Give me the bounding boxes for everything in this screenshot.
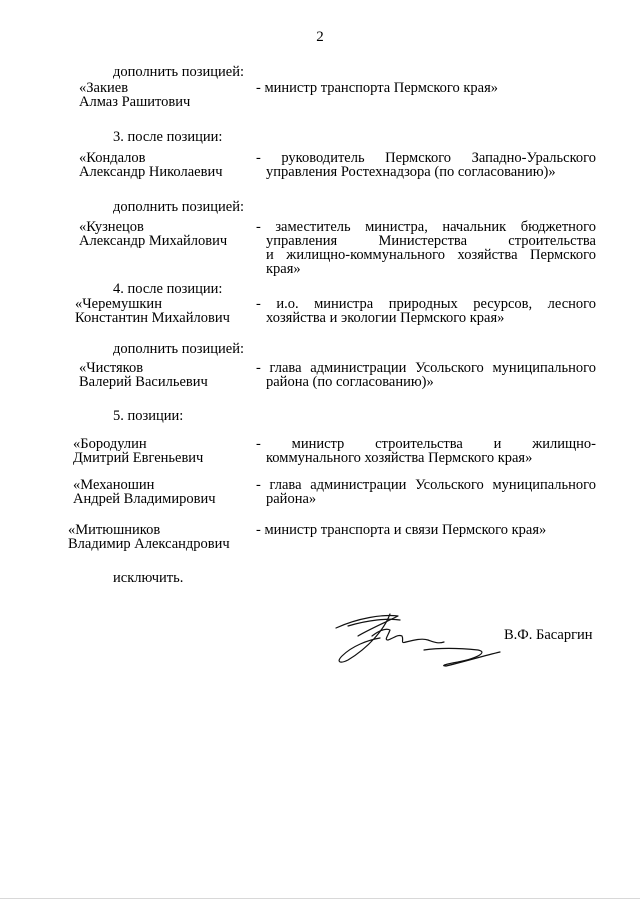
person-name-kondalov: «Кондалов Александр Николаевич xyxy=(79,150,223,180)
role-line: района» xyxy=(266,491,317,507)
role-line: хозяйства и экологии Пермского края» xyxy=(266,310,505,326)
person-role-kuznetsov xyxy=(256,220,596,276)
page-bottom-edge xyxy=(0,898,640,899)
role-line: - заместитель министра, начальник бюджетного xyxy=(256,219,596,235)
heading-exclude: исключить. xyxy=(113,570,184,586)
heading-add-position-3: дополнить позицией: xyxy=(113,341,245,357)
person-role-mityushnikov xyxy=(256,523,596,537)
role-line: - руководитель Пермского Западно-Уральского xyxy=(256,150,596,166)
role-line: района (по согласованию)» xyxy=(266,374,434,390)
signature-scribble xyxy=(328,600,508,680)
person-role-kondalov xyxy=(256,151,596,179)
person-name-mekhanoshin: «Механошин Андрей Владимирович xyxy=(73,477,216,507)
heading-after-position-4: 4. после позиции: xyxy=(113,281,223,297)
heading-add-position-1: дополнить позицией: xyxy=(113,64,245,80)
person-name-mityushnikov: «Митюшников Владимир Александрович xyxy=(68,522,230,552)
role-line: и жилищно-коммунального хозяйства Пермского xyxy=(266,247,596,263)
role-line: управления Министерства строительства xyxy=(266,233,596,249)
heading-positions-5: 5. позиции: xyxy=(113,408,184,424)
person-role-borodulin xyxy=(256,437,596,465)
person-role-cheremushkin xyxy=(256,297,596,325)
signatory-name: В.Ф. Басаргин xyxy=(504,627,593,643)
role-line: - и.о. министра природных ресурсов, лесного xyxy=(256,296,596,312)
person-name-cheremushkin: «Черемушкин Константин Михайлович xyxy=(75,296,230,326)
person-name-kuznetsov: «Кузнецов Александр Михайлович xyxy=(79,219,228,249)
person-role-chistyakov xyxy=(256,361,596,389)
heading-add-position-2: дополнить позицией: xyxy=(113,199,245,215)
role-line: - министр транспорта и связи Пермского края» xyxy=(256,522,547,538)
page-number: 2 xyxy=(316,29,324,45)
role-line: управления Ростехнадзора (по согласованию)» xyxy=(266,164,556,180)
role-line: - глава администрации Усольского муниципального xyxy=(256,360,596,376)
role-line: края» xyxy=(266,261,301,277)
heading-after-position-3: 3. после позиции: xyxy=(113,129,223,145)
person-name-borodulin: «Бородулин Дмитрий Евгеньевич xyxy=(73,436,204,466)
role-line: - глава администрации Усольского муниципального xyxy=(256,477,596,493)
role-line: - министр строительства и жилищно- xyxy=(256,436,596,452)
role-line: коммунального хозяйства Пермского края» xyxy=(266,450,533,466)
person-role-zakiev xyxy=(256,81,596,95)
person-name-chistyakov: «Чистяков Валерий Васильевич xyxy=(79,360,208,390)
person-name-zakiev: «Закиев Алмаз Рашитович xyxy=(79,80,191,110)
person-role-mekhanoshin xyxy=(256,478,596,506)
role-line: - министр транспорта Пермского края» xyxy=(256,80,498,96)
